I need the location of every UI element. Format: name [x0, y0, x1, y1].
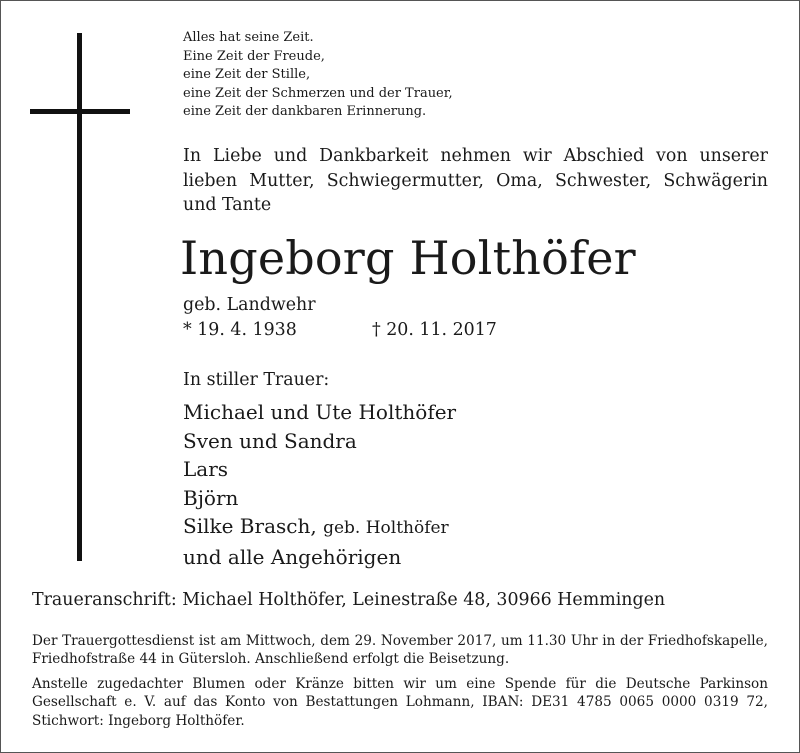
- poem-line: eine Zeit der Stille,: [183, 67, 311, 83]
- mourning-address: Traueranschrift: Michael Holthöfer, Leinestraße 48, 30966 Hemmingen: [32, 590, 666, 610]
- family-member: Lars: [183, 457, 229, 482]
- family-member: Sven und Sandra: [183, 428, 357, 453]
- mourning-label: In stiller Trauer:: [183, 370, 330, 390]
- death-date: † 20. 11. 2017: [372, 320, 497, 340]
- family-member: [183, 512, 456, 543]
- poem-line: Eine Zeit der Freude,: [183, 48, 325, 64]
- family-list: [183, 398, 456, 572]
- poem-line: Alles hat seine Zeit.: [183, 30, 314, 45]
- poem: [183, 29, 453, 122]
- cross-icon-bar: [30, 109, 130, 114]
- poem-line: eine Zeit der Schmerzen und der Trauer,: [183, 85, 453, 101]
- family-member: Björn: [183, 485, 239, 510]
- birth-date: * 19. 4. 1938: [183, 320, 297, 340]
- donation-info: Anstelle zugedachter Blumen oder Kränze bitten wir um eine Spende für die Deutsche Parkinson Gesellschaft e. V. auf das Konto von Bestattungen Lohmann, IBAN: DE31 4785 0065 0000 0319 72, Stichwort: Ingeborg Holthöfer.: [32, 676, 768, 729]
- family-member: Michael und Ute Holthöfer: [183, 400, 457, 424]
- family-member-name: Silke Brasch,: [183, 514, 317, 539]
- family-member: und alle Angehörigen: [183, 544, 402, 569]
- family-member-note: geb. Holthöfer: [323, 518, 449, 539]
- service-info: Der Trauergottesdienst ist am Mittwoch, dem 29. November 2017, um 11.30 Uhr in der Friedhofskapelle, Friedhofstraße 44 in Gütersloh. Anschließend erfolgt die Beisetzung.: [32, 633, 768, 668]
- born-name: geb. Landwehr: [183, 295, 316, 315]
- poem-line: eine Zeit der dankbaren Erinnerung.: [183, 104, 427, 120]
- deceased-name: Ingeborg Holthöfer: [180, 231, 636, 285]
- intro-text: In Liebe und Dankbarkeit nehmen wir Abschied von unserer lieben Mutter, Schwiegermutter, Oma, Schwester, Schwägerin und Tante: [183, 146, 768, 215]
